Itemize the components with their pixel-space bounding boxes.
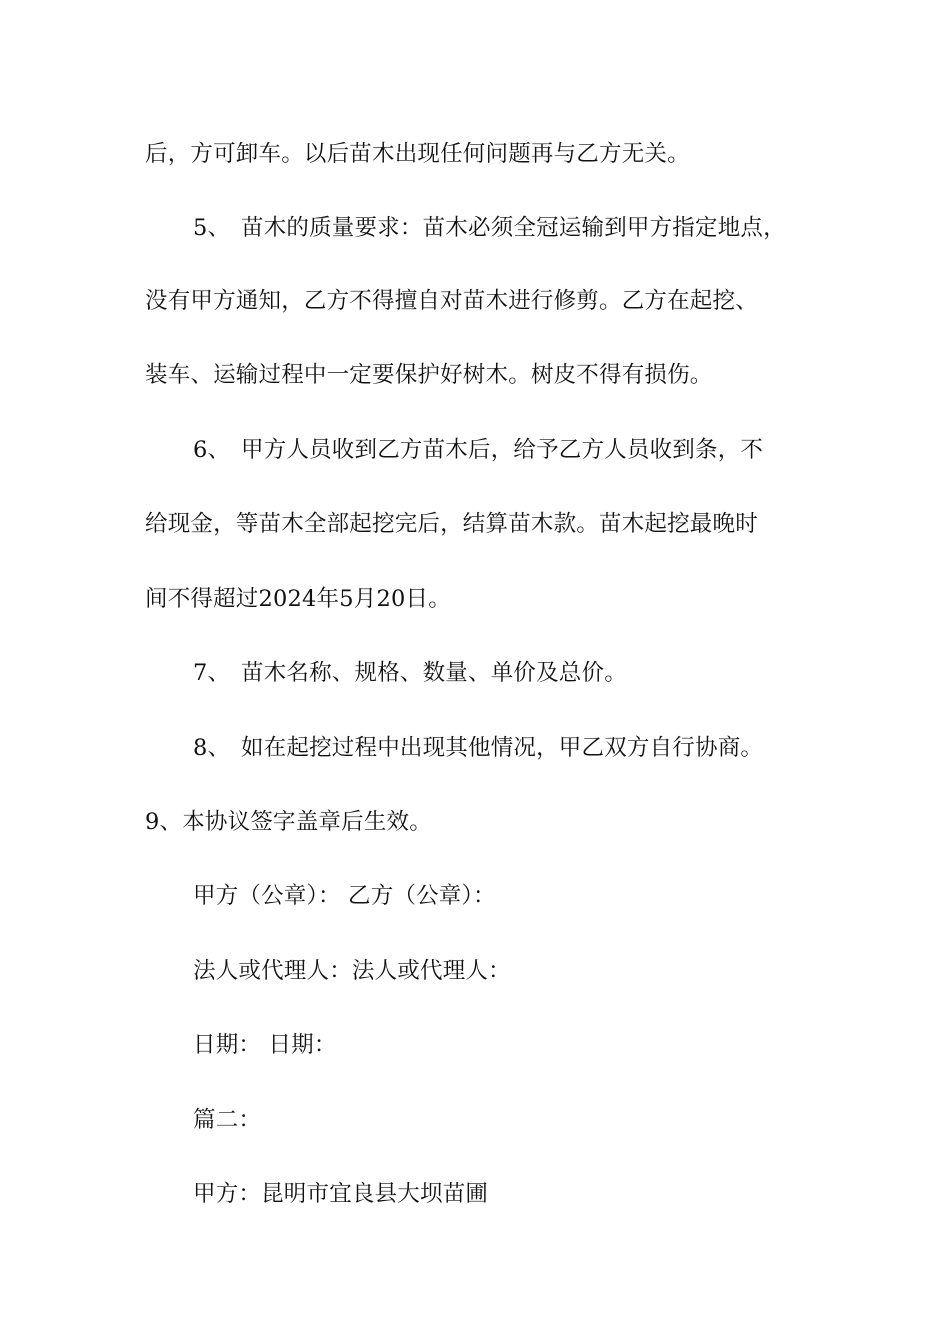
- text-line: 间不得超过2024年5月20日。: [145, 586, 451, 612]
- clause-6: [193, 434, 835, 466]
- section-heading: 篇二：: [193, 1107, 262, 1133]
- clause-7: [193, 657, 835, 689]
- signature-date-line: 日期： 日期：: [193, 1032, 337, 1058]
- signature-party-line: 甲方（公章）： 乙方（公章）：: [193, 883, 496, 909]
- text-line: 没有甲方通知，乙方不得擅自对苗木进行修剪。乙方在起挖、: [145, 288, 758, 314]
- clause-number: 6、: [193, 437, 231, 463]
- signature-representative-line: 法人或代理人：法人或代理人：: [193, 958, 511, 984]
- text-line: 装车、运输过程中一定要保护好树木。树皮不得有损伤。: [145, 362, 713, 388]
- clause-number: 8、: [193, 735, 231, 761]
- clause-number: 5、: [193, 215, 231, 241]
- clause-text: 苗木名称、规格、数量、单价及总价。: [241, 660, 627, 686]
- clause-text: 苗木的质量要求：苗木必须全冠运输到甲方指定地点，: [241, 215, 786, 241]
- clause-number: 7、: [193, 660, 231, 686]
- clause-text: 如在起挖过程中出现其他情况，甲乙双方自行协商。: [241, 735, 764, 761]
- text-line: 给现金，等苗木全部起挖完后，结算苗木款。苗木起挖最晚时: [145, 511, 758, 537]
- clause-8: [193, 732, 835, 764]
- clause-5: [193, 212, 835, 244]
- clause-text: 甲方人员收到乙方苗木后，给予乙方人员收到条，不: [241, 437, 764, 463]
- party-a-line: 甲方：昆明市宜良县大坝苗圃: [193, 1181, 489, 1207]
- clause-9: 9、本协议签字盖章后生效。: [145, 809, 432, 835]
- text-line: 后，方可卸车。以后苗木出现任何问题再与乙方无关。: [145, 141, 690, 167]
